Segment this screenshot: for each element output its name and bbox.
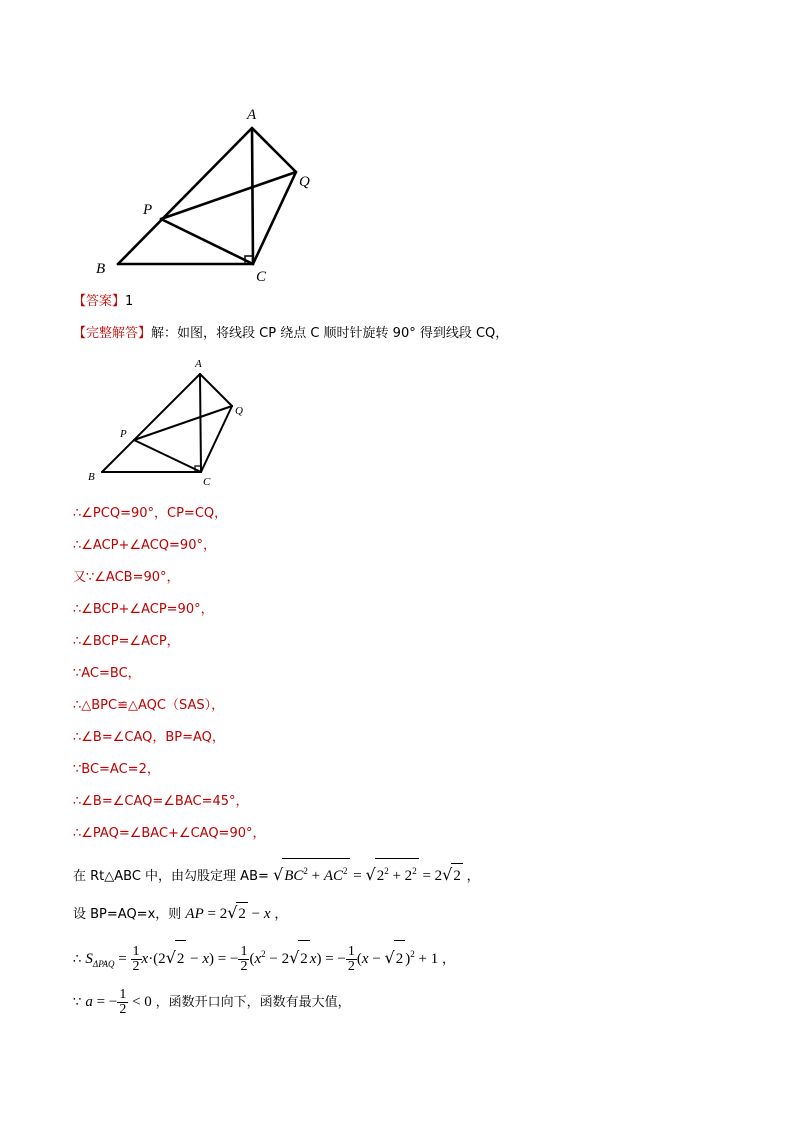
pythagoras-prefix: 在 Rt△ABC 中，由勾股定理 AB= xyxy=(73,869,269,884)
pythagoras-suffix: ， xyxy=(466,869,480,884)
area-formula: $S_{\Delta PAQ}$ = $\frac{1}{2}$ x·(2√2 − x) = − $\frac{1}{2}$ ($x^2 - 2√2$ x) = − $\frac{1}{2}$ (x − √2 )$^2$ + 1 xyxy=(85,951,442,967)
conclusion-line xyxy=(73,984,351,1021)
label-q-2: Q xyxy=(235,405,243,417)
area-suffix: ， xyxy=(441,952,455,967)
segment-aq xyxy=(252,128,296,172)
label-c: C xyxy=(256,269,267,285)
ap-formula: AP = 2√2 − x xyxy=(185,906,274,922)
step-4: ∴∠BCP+∠ACP=90°， xyxy=(73,602,214,617)
label-c-2: C xyxy=(203,476,211,488)
conclusion-text: ，函数开口向下，函数有最大值， xyxy=(155,995,351,1010)
solution-intro: 解：如图，将线段 CP 绕点 C 顺时针旋转 90° 得到线段 CQ， xyxy=(151,326,509,341)
segment-pq xyxy=(161,172,296,219)
step-7: ∴△BPC≌△AQC（SAS）， xyxy=(73,698,225,713)
area-line xyxy=(73,936,455,982)
segment-pc-2 xyxy=(134,440,201,472)
let-suffix: ， xyxy=(274,907,288,922)
segment-ac xyxy=(252,128,253,264)
segment-ba xyxy=(118,128,252,264)
step-1: ∴∠PCQ=90°，CP=CQ， xyxy=(73,506,228,521)
label-p-2: P xyxy=(120,428,127,440)
let-prefix: 设 BP=AQ=x，则 xyxy=(73,907,182,922)
answer-value: 1 xyxy=(125,294,134,309)
segment-pq-2 xyxy=(134,406,232,440)
segment-pc xyxy=(161,219,253,264)
step-6: ∵AC=BC， xyxy=(73,666,141,681)
area-prefix: ∴ xyxy=(73,952,82,967)
solution-tag: 【完整解答】 xyxy=(73,326,152,341)
step-3: 又∵∠ACB=90°， xyxy=(73,570,180,585)
answer-tag: 【答案】 xyxy=(73,294,126,309)
label-q: Q xyxy=(299,174,310,190)
conclusion-prefix: ∵ xyxy=(73,995,82,1010)
label-a: A xyxy=(247,107,257,123)
pythagoras-formula: $√BC^2 + AC^2 = √2^2 + 2^2 = 2√2$ xyxy=(273,868,467,884)
solution-intro-line xyxy=(73,325,508,343)
segment-aq-2 xyxy=(200,374,232,406)
step-5: ∴∠BCP=∠ACP， xyxy=(73,634,180,649)
step-11: ∴∠PAQ=∠BAC+∠CAQ=90°， xyxy=(73,826,266,841)
step-8: ∴∠B=∠CAQ，BP=AQ， xyxy=(73,730,225,745)
label-b: B xyxy=(96,261,106,277)
label-b-2: B xyxy=(88,471,95,483)
step-10: ∴∠B=∠CAQ=∠BAC=45°， xyxy=(73,794,249,809)
pythagoras-line xyxy=(73,858,480,889)
label-a-2: A xyxy=(195,358,202,370)
coefficient-formula: a = − $\frac{1}{2}$ < 0 xyxy=(85,987,156,1018)
figure-2-triangle xyxy=(80,352,260,492)
label-p: P xyxy=(143,202,153,218)
let-line xyxy=(73,902,287,926)
step-9: ∵BC=AC=2， xyxy=(73,762,160,777)
step-2: ∴∠ACP+∠ACQ=90°， xyxy=(73,538,216,553)
figure-1-triangle xyxy=(90,100,330,285)
segment-ac-2 xyxy=(200,374,201,472)
answer-line xyxy=(73,293,133,311)
